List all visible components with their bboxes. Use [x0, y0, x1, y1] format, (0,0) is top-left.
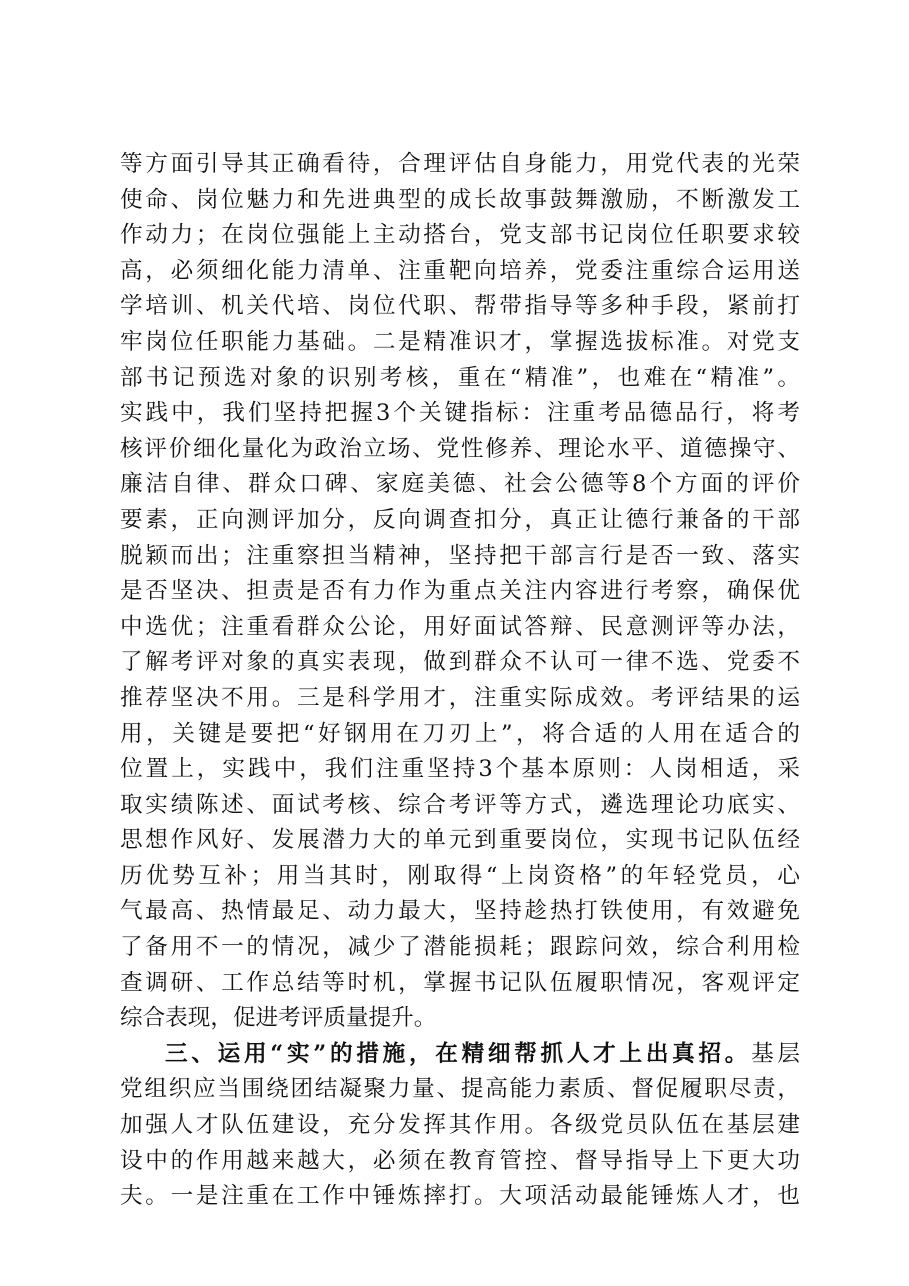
text-line: 脱颖而出；注重察担当精神，坚持把干部言行是否一致、落实 — [120, 542, 800, 569]
text-line: 取实绩陈述、面试考核、综合考评等方式，遴选理论功底实、 — [120, 791, 800, 818]
text-line: 中选优；注重看群众公论，用好面试答辩、民意测评等办法， — [120, 613, 800, 640]
text-line: 部书记预选对象的识别考核，重在“精准”，也难在“精准”。 — [120, 364, 800, 391]
text-line: 使命、岗位魅力和先进典型的成长故事鼓舞激励，不断激发工 — [120, 186, 800, 213]
text-line: 思想作风好、发展潜力大的单元到重要岗位，实现书记队伍经 — [120, 827, 800, 854]
text-line: 等方面引导其正确看待，合理评估自身能力，用党代表的光荣 — [120, 151, 800, 177]
text-line: 查调研、工作总结等时机，掌握书记队伍履职情况，客观评定 — [120, 969, 800, 996]
text-line: 作动力；在岗位强能上主动搭台，党支部书记岗位任职要求较 — [120, 222, 800, 249]
text-line: 高，必须细化能力清单、注重靶向培养，党委注重综合运用送 — [120, 257, 800, 284]
text-line: 气最高、热情最足、动力最大，坚持趁热打铁使用，有效避免 — [120, 898, 800, 925]
section-heading: 三、运用“实”的措施，在精细帮抓人才上出真招。 — [165, 1040, 752, 1067]
text-line: 用，关键是要把“好钢用在刀刃上”，将合适的人用在适合的 — [120, 720, 800, 747]
text-line: 牢岗位任职能力基础。二是精准识才，掌握选拔标准。对党支 — [120, 328, 800, 355]
text-line: 了解考评对象的真实表现，做到群众不认可一律不选、党委不 — [120, 649, 800, 676]
body-text — [120, 147, 800, 1215]
text-line: 位置上，实践中，我们注重坚持3个基本原则：人岗相适，采 — [120, 756, 800, 783]
text-line: 设中的作用越来越大，必须在教育管控、督导指导上下更大功 — [120, 1147, 800, 1174]
text-line: 加强人才队伍建设，充分发挥其作用。各级党员队伍在基层建 — [120, 1112, 800, 1139]
text-line: 是否坚决、担责是否有力作为重点关注内容进行考察，确保优 — [120, 578, 800, 605]
text-line: 综合表现，促进考评质量提升。 — [120, 1005, 437, 1032]
text-line: 要素，正向测评加分，反向调查扣分，真正让德行兼备的干部 — [120, 506, 800, 533]
text-line: 夫。一是注重在工作中锤炼摔打。大项活动最能锤炼人才，也 — [120, 1183, 800, 1210]
section-heading-line — [120, 1037, 800, 1073]
text-line: 核评价细化量化为政治立场、党性修养、理论水平、道德操守、 — [120, 435, 800, 462]
text-line: 学培训、机关代培、岗位代职、帮带指导等多种手段，紧前打 — [120, 293, 800, 320]
text-line: 廉洁自律、群众口碑、家庭美德、社会公德等8个方面的评价 — [120, 471, 800, 498]
section-heading-tail: 基层 — [751, 1040, 801, 1067]
text-line: 党组织应当围绕团结凝聚力量、提高能力素质、督促履职尽责， — [120, 1076, 800, 1103]
text-line: 历优势互补；用当其时，刚取得“上岗资格”的年轻党员，心 — [120, 862, 800, 889]
text-line: 实践中，我们坚持把握3个关键指标：注重考品德品行，将考 — [120, 400, 800, 427]
text-line: 了备用不一的情况，减少了潜能损耗；跟踪问效，综合利用检 — [120, 934, 800, 961]
text-line: 推荐坚决不用。三是科学用才，注重实际成效。考评结果的运 — [120, 684, 800, 711]
